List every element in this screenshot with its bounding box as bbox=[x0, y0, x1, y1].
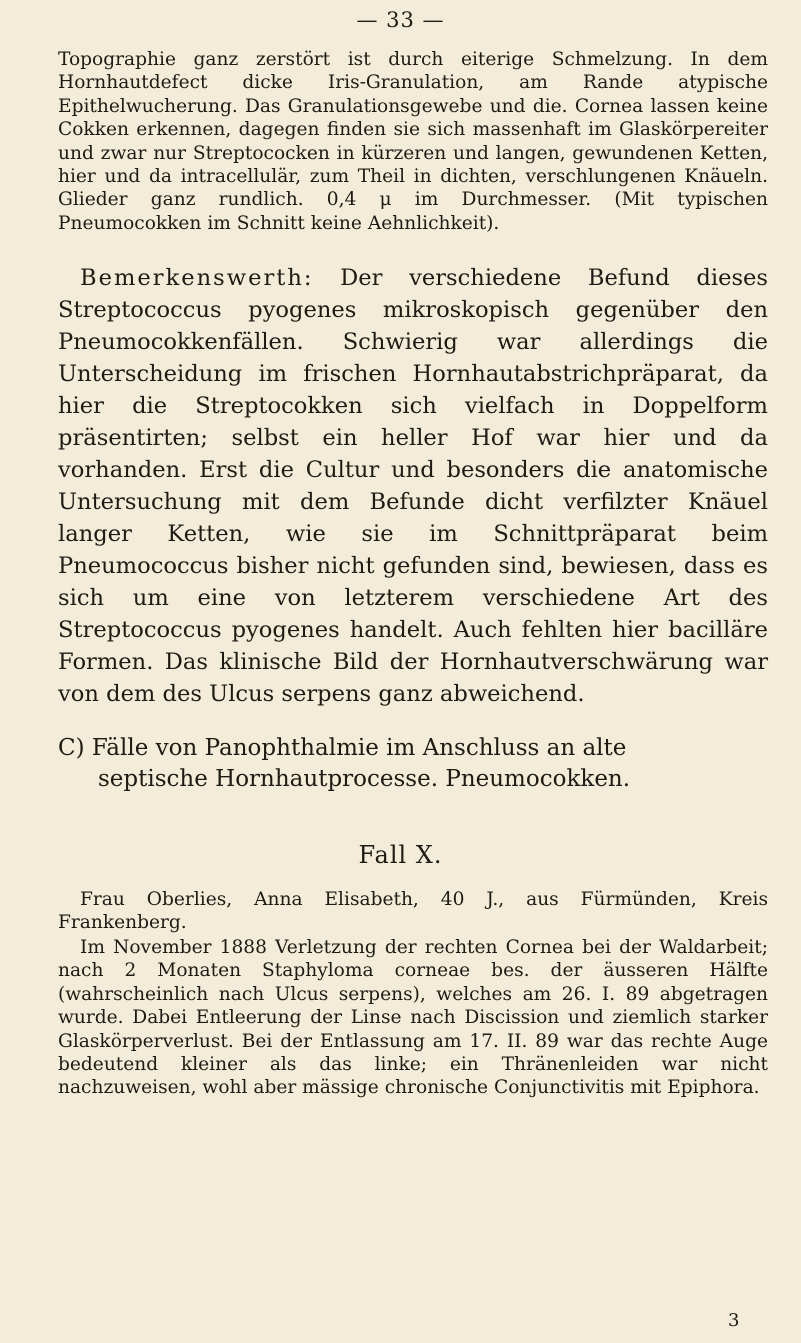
page-number: — 33 — bbox=[356, 8, 445, 32]
paragraph-remark bbox=[58, 262, 768, 710]
section-heading-line-2: septische Hornhautprocesse. Pneumocokken. bbox=[98, 766, 631, 792]
findings-text: Topographie ganz zerstört ist durch eiterige Schmelzung. In dem Hornhautdefect dicke Iris-Granulation, am Rande atypische Epithelwucherung. Das Granulationsgewebe und die. Cornea lassen keine Cokken erkennen, dagegen finden sie sich massenhaft im Glaskörpereiter und zwar nur Streptococken in kürzeren und langen, gewundenen Ketten, hier und da intracellulär, zum Theil in dichten, verschlungenen Knäueln. Glieder ganz rundlich. 0,4 μ im Durchmesser. (Mit typischen Pneumocokken im Schnitt keine Aehnlichkeit). bbox=[58, 49, 768, 234]
signature-mark: 3 bbox=[728, 1310, 740, 1331]
paragraph-findings bbox=[58, 48, 768, 235]
history-text: Im November 1888 Verletzung der rechten Cornea bei der Waldarbeit; nach 2 Monaten Staphyloma corneae bes. der äusseren Hälfte (wahrscheinlich nach Ulcus serpens), welches am 26. I. 89 abgetragen wurde. Dabei Entleerung der Linse nach Discission und ziemlich starker Glaskörperverlust. Bei der Entlassung am 17. II. 89 war das rechte Auge bedeutend kleiner als das linke; ein Thränenleiden war nicht nachzuweisen, wohl aber mässige chronische Conjunctivitis mit Epiphora. bbox=[58, 937, 768, 1099]
section-heading-line-1: C) Fälle von Panophthalmie im Anschluss an alte bbox=[58, 735, 627, 761]
remark-lead: Bemerkenswerth: bbox=[80, 265, 314, 291]
patient-text: Frau Oberlies, Anna Elisabeth, 40 J., aus Fürmünden, Kreis Frankenberg. bbox=[58, 889, 768, 934]
case-title: Fall X. bbox=[358, 841, 443, 869]
section-heading bbox=[58, 733, 768, 795]
patient-info bbox=[58, 888, 768, 935]
remark-text: Der verschiedene Befund dieses Streptococcus pyogenes mikroskopisch gegenüber den Pneumocokkenfällen. Schwierig war allerdings die Unterscheidung im frischen Hornhautabstrichpräparat, da hier die Streptocokken sich vielfach in Doppelform präsentirten; selbst ein heller Hof war hier und da vorhanden. Erst die Cultur und besonders die anatomische Untersuchung mit dem Befunde dicht verfilzter Knäuel langer Ketten, wie sie im Schnittpräparat beim Pneumococcus bisher nicht gefunden sind, bewiesen, dass es sich um eine von letzterem verschiedene Art des Streptococcus pyogenes handelt. Auch fehlten hier bacilläre Formen. Das klinische Bild der Hornhautverschwärung war von dem des Ulcus serpens ganz abweichend. bbox=[58, 265, 768, 707]
case-history bbox=[58, 936, 768, 1100]
